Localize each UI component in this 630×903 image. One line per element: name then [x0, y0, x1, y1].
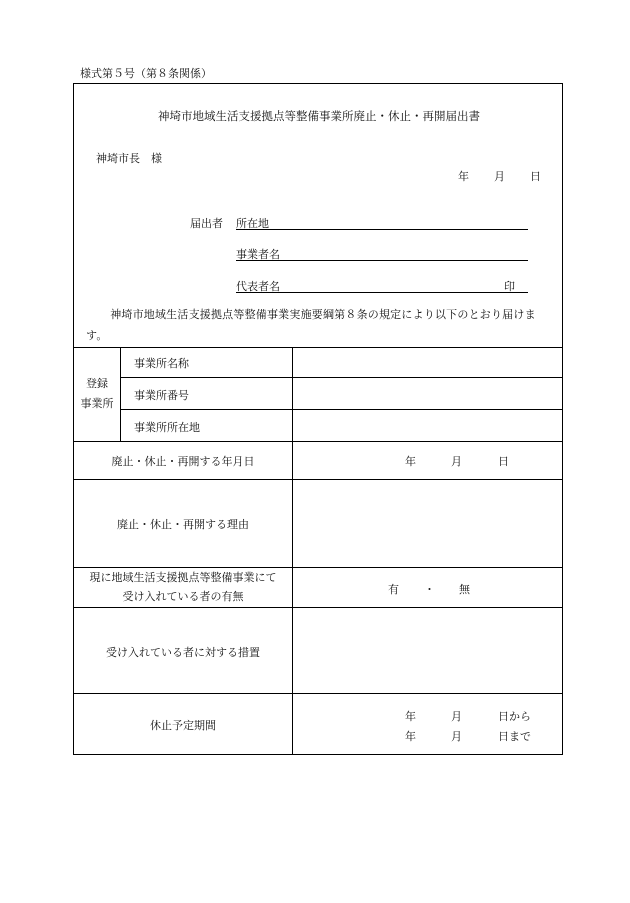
recipients-label-1: 現に地域生活支援拠点等整備事業にて	[89, 571, 277, 584]
suspension-end-month: 月	[451, 730, 462, 743]
table-top-border	[74, 347, 562, 348]
date-month: 月	[494, 170, 505, 183]
change-date-month: 月	[451, 455, 462, 468]
applicant-business-name-label: 事業者名	[236, 248, 280, 261]
suspension-start-year: 年	[405, 710, 416, 723]
change-date-label: 廃止・休止・再開する年月日	[111, 455, 255, 468]
applicant-representative-line[interactable]	[236, 292, 528, 293]
recipients-label-2: 受け入れている者の有無	[122, 590, 244, 603]
recipients-yes[interactable]: 有	[388, 583, 399, 596]
suspension-start-day: 日から	[498, 710, 531, 723]
measures-label: 受け入れている者に対する措置	[106, 646, 260, 659]
notification-form	[73, 83, 563, 755]
applicant-label: 届出者	[190, 217, 223, 230]
change-date-year: 年	[405, 455, 416, 468]
row-divider-7	[74, 693, 562, 694]
registered-office-label-2: 事業所	[80, 397, 114, 410]
reason-label: 廃止・休止・再開する理由	[117, 518, 249, 531]
suspension-start-month: 月	[451, 710, 462, 723]
value-column-divider	[292, 347, 293, 754]
applicant-address-line[interactable]	[236, 229, 528, 230]
applicant-address-label: 所在地	[236, 217, 269, 230]
suspension-end-day: 日まで	[498, 730, 531, 743]
suspension-period-label: 休止予定期間	[150, 719, 216, 732]
office-label-divider	[120, 347, 121, 441]
form-number: 様式第５号（第８条関係）	[80, 67, 212, 80]
suspension-end-year: 年	[405, 730, 416, 743]
applicant-representative-label: 代表者名	[236, 280, 280, 293]
addressee: 神埼市長 様	[96, 152, 162, 165]
date-day: 日	[530, 170, 541, 183]
office-number-label: 事業所番号	[134, 389, 189, 402]
office-name-label: 事業所名称	[134, 357, 189, 370]
row-divider-2	[120, 409, 562, 410]
form-title: 神埼市地域生活支援拠点等整備事業所廃止・休止・再開届出書	[158, 109, 480, 123]
registered-office-label-1: 登録	[86, 377, 108, 390]
row-divider-6	[74, 607, 562, 608]
recipients-separator: ・	[424, 583, 435, 596]
row-divider-1	[120, 377, 562, 378]
applicant-business-name-line[interactable]	[236, 260, 528, 261]
date-year: 年	[458, 170, 469, 183]
recipients-no[interactable]: 無	[459, 583, 470, 596]
row-divider-3	[74, 441, 562, 442]
change-date-day: 日	[498, 455, 509, 468]
office-address-label: 事業所所在地	[134, 421, 200, 434]
seal-mark: 印	[504, 280, 515, 293]
statement-text: 神埼市地域生活支援拠点等整備事業実施要綱第８条の規定により以下のとおり届けます。	[86, 308, 536, 342]
row-divider-4	[74, 479, 562, 480]
